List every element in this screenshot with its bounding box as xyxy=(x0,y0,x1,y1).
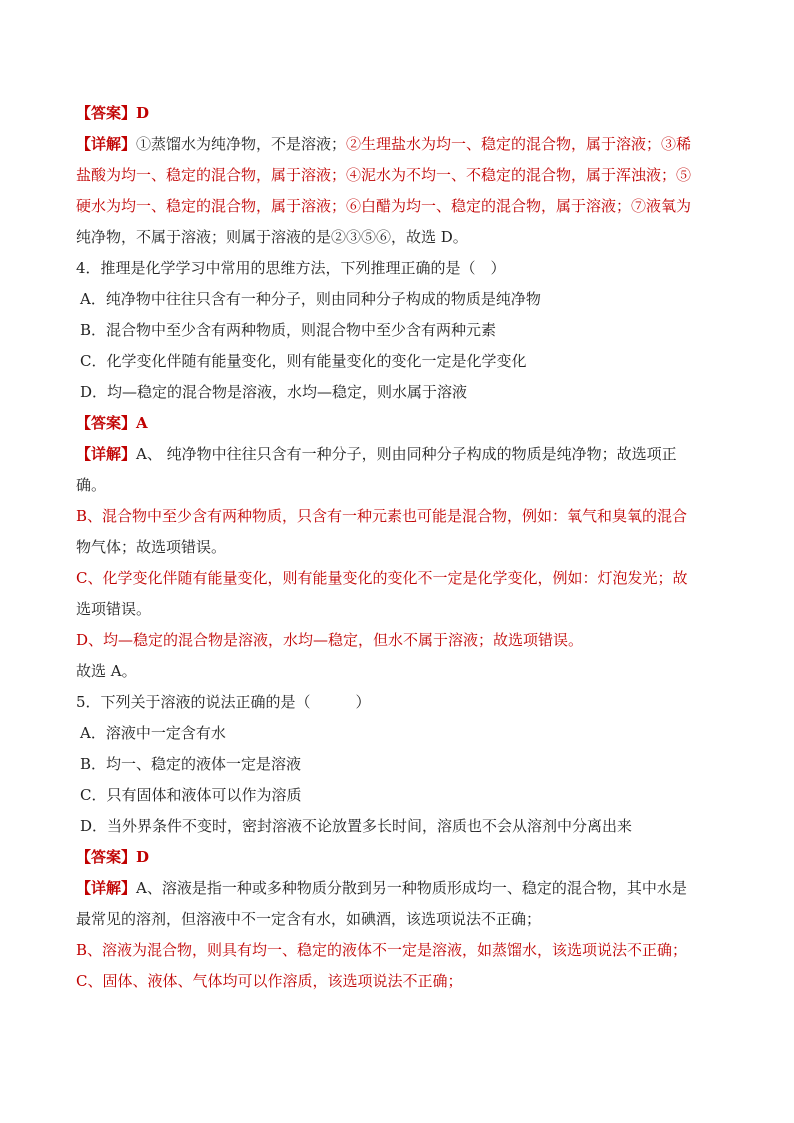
q5-answer-line xyxy=(76,842,726,873)
detail-tag: 【详解】 xyxy=(76,879,137,897)
q3-detail-line-2: 盐酸为均一、稳定的混合物，属于溶液；④泥水为不均一、不稳定的混合物，属于浑浊液；⑤ xyxy=(76,166,692,184)
q4-detail-line-4: 物气体；故选项错误。 xyxy=(76,538,227,556)
answer-tag: 【答案】 xyxy=(76,848,137,866)
q5-stem: 5．下列关于溶液的说法正确的是（ ） xyxy=(76,693,371,711)
q4-stem: 4．推理是化学学习中常用的思维方法，下列推理正确的是（ ） xyxy=(76,259,506,277)
q5-option-d: D．当外界条件不变时，密封溶液不论放置多长时间，溶质也不会从溶剂中分离出来 xyxy=(80,817,633,835)
q4-detail-line-2: 确。 xyxy=(76,476,107,494)
answer-letter: D xyxy=(136,848,150,866)
detail-tag: 【详解】 xyxy=(76,135,137,153)
q4-detail-line-1: 【详解】A、 纯净物中往往只含有一种分子，则由同种分子构成的物质是纯净物；故选项正 xyxy=(76,445,677,463)
q4-option-b: B．混合物中至少含有两种物质，则混合物中至少含有两种元素 xyxy=(80,321,497,339)
q5-option-c: C．只有固体和液体可以作为溶质 xyxy=(80,786,302,804)
q4-answer-line xyxy=(76,408,726,439)
q3-answer-line xyxy=(76,98,726,129)
answer-tag: 【答案】 xyxy=(76,104,137,122)
q5-detail-line-3: B、溶液为混合物，则具有均一、稳定的液体不一定是溶液，如蒸馏水，该选项说法不正确； xyxy=(76,941,688,959)
q5-detail-line-2: 最常见的溶剂，但溶液中不一定含有水，如碘酒，该选项说法不正确； xyxy=(76,910,542,928)
q5-option-a: A．溶液中一定含有水 xyxy=(80,724,226,742)
answer-tag: 【答案】 xyxy=(76,414,137,432)
q5-detail-line-4: C、固体、液体、气体均可以作溶质，该选项说法不正确； xyxy=(76,972,463,990)
q4-option-a: A．纯净物中往往只含有一种分子，则由同种分子构成的物质是纯净物 xyxy=(80,290,541,308)
q3-detail-line-3: 硬水为均一、稳定的混合物，属于溶液；⑥白醋为均一、稳定的混合物，属于溶液；⑦液氧为 xyxy=(76,197,692,215)
q4-option-d: D．均—稳定的混合物是溶液，水均—稳定，则水属于溶液 xyxy=(80,383,468,401)
q4-detail-line-5: C、化学变化伴随有能量变化，则有能量变化的变化不一定是化学变化，例如：灯泡发光；故 xyxy=(76,569,688,587)
document-content xyxy=(76,98,726,997)
q4-detail-line-7: D、均—稳定的混合物是溶液，水均—稳定，但水不属于溶液；故选项错误。 xyxy=(76,631,584,649)
q3-detail-line-1: 【详解】①蒸馏水为纯净物，不是溶液；②生理盐水为均一、稳定的混合物，属于溶液；③稀 xyxy=(76,135,692,153)
q3-detail-line-4: 纯净物，不属于溶液；则属于溶液的是②③⑤⑥，故选 D。 xyxy=(76,228,468,246)
answer-letter: D xyxy=(136,104,150,122)
q4-option-c: C．化学变化伴随有能量变化，则有能量变化的变化一定是化学变化 xyxy=(80,352,527,370)
answer-letter: A xyxy=(136,414,148,432)
q5-detail-line-1: 【详解】A、溶液是指一种或多种物质分散到另一种物质形成均一、稳定的混合物，其中水是 xyxy=(76,879,687,897)
q5-option-b: B．均一、稳定的液体一定是溶液 xyxy=(80,755,302,773)
q4-detail-line-3: B、混合物中至少含有两种物质，只含有一种元素也可能是混合物，例如：氧气和臭氧的混合 xyxy=(76,507,688,525)
q4-detail-line-8: 故选 A。 xyxy=(76,662,137,680)
q4-detail-line-6: 选项错误。 xyxy=(76,600,152,618)
detail-tag: 【详解】 xyxy=(76,445,137,463)
